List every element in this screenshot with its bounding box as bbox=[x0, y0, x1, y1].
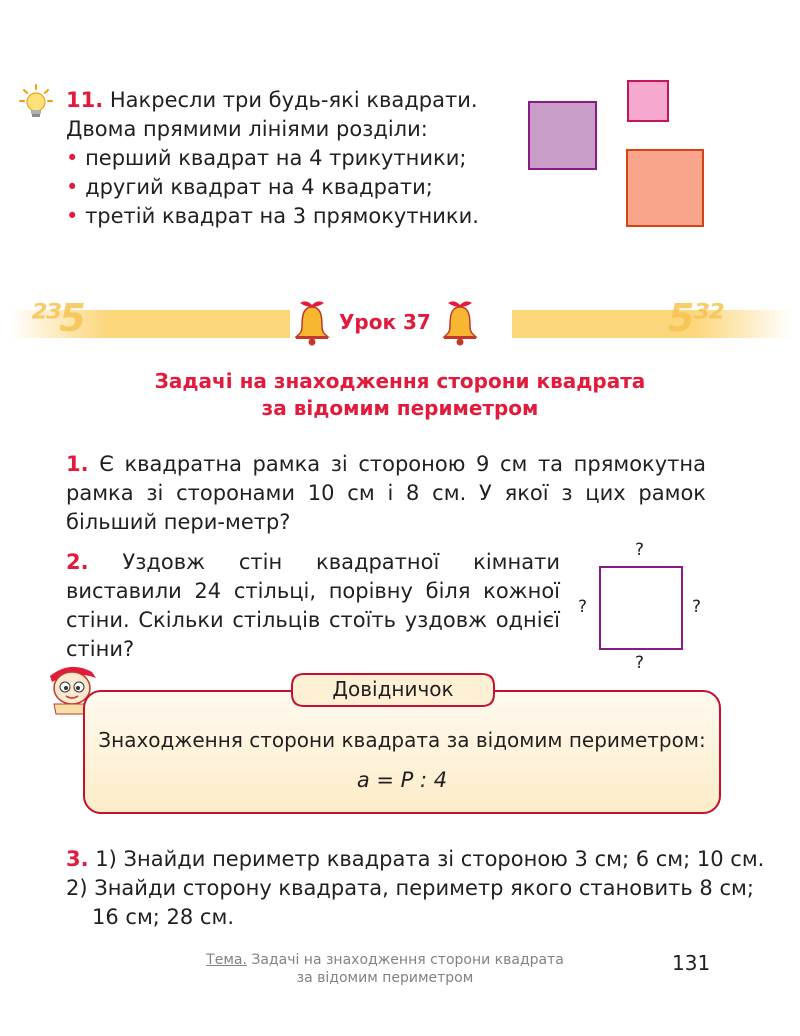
footer-topic-label: Тема. bbox=[206, 952, 247, 968]
footer-topic-text: Задачі на знаходження сторони квадрата bbox=[251, 952, 564, 968]
room-square-diagram bbox=[599, 566, 683, 650]
question-mark-left: ? bbox=[578, 597, 588, 617]
exercise-3-line1 bbox=[66, 845, 765, 874]
exercise-11-text: Накресли три будь-які квадрати. bbox=[109, 88, 478, 112]
question-mark-top: ? bbox=[635, 540, 645, 560]
square-salmon bbox=[626, 149, 704, 227]
exercise-1-text: Є квадратна рамка зі стороною 9 см та прямокутна рамка зі сторонами 10 см і 8 см. У якої з цих рамок більший пери-метр? bbox=[66, 452, 706, 534]
bullet-text: третій квадрат на 3 прямокутники. bbox=[85, 204, 479, 228]
exercise-1-number: 1. bbox=[66, 452, 89, 476]
exercise-11-line2: Двома прямими лініями розділи: bbox=[66, 117, 428, 141]
lightbulb-icon bbox=[18, 83, 54, 123]
exercise-3 bbox=[66, 845, 765, 932]
footer-topic bbox=[190, 951, 580, 987]
bell-icon bbox=[440, 299, 480, 347]
exercise-2-number: 2. bbox=[66, 550, 89, 574]
bullet-item bbox=[66, 173, 506, 202]
square-pink bbox=[627, 80, 669, 122]
bullet-text: перший квадрат на 4 трикутники; bbox=[85, 146, 467, 170]
question-mark-bottom: ? bbox=[635, 653, 645, 673]
bullet-item bbox=[66, 202, 506, 231]
exercise-3-line2: 2) Знайди сторону квадрата, периметр якого становить 8 см; bbox=[66, 876, 754, 900]
exercise-2-text: Уздовж стін квадратної кімнати виставили 24 стільці, порівну біля кожної стіни. Скільки стільців стоїть уздовж однієї стіни? bbox=[66, 550, 560, 661]
exercise-3-text: 1) Знайди периметр квадрата зі стороною 3 см; 6 см; 10 см. bbox=[95, 847, 765, 871]
exercise-11-line1 bbox=[66, 86, 506, 115]
lesson-topic-line2: за відомим периметром bbox=[261, 396, 539, 420]
reference-note-box bbox=[83, 690, 721, 814]
exercise-3-number: 3. bbox=[66, 847, 89, 871]
question-mark-right: ? bbox=[692, 597, 702, 617]
exercise-1 bbox=[66, 450, 706, 537]
lesson-topic-line1: Задачі на знаходження сторони квадрата bbox=[154, 369, 646, 393]
page-number: 131 bbox=[672, 951, 711, 975]
bullet-text: другий квадрат на 4 квадрати; bbox=[85, 175, 433, 199]
bullet-mark: • bbox=[66, 204, 79, 228]
exercise-2 bbox=[66, 548, 560, 664]
square-purple bbox=[528, 101, 597, 170]
bullet-mark: • bbox=[66, 175, 79, 199]
decorative-numbers-right: 5³² bbox=[668, 296, 722, 340]
reference-formula: a = P : 4 bbox=[356, 768, 448, 792]
reference-note-text: Знаходження сторони квадрата за відомим периметром: bbox=[98, 728, 706, 752]
lesson-title: Урок 37 bbox=[339, 310, 431, 334]
bell-icon bbox=[292, 299, 332, 347]
bullet-mark: • bbox=[66, 146, 79, 170]
bullet-item bbox=[66, 144, 506, 173]
exercise-11 bbox=[66, 86, 506, 231]
footer-topic-line1 bbox=[190, 951, 580, 969]
exercise-3-line3: 16 см; 28 см. bbox=[92, 905, 234, 929]
footer-topic-line2: за відомим периметром bbox=[296, 970, 474, 986]
exercise-11-number: 11. bbox=[66, 88, 104, 112]
decorative-numbers-left: ²³5 bbox=[30, 296, 84, 340]
reference-note-title: Довідничок bbox=[332, 677, 454, 701]
lesson-topic bbox=[0, 368, 800, 422]
